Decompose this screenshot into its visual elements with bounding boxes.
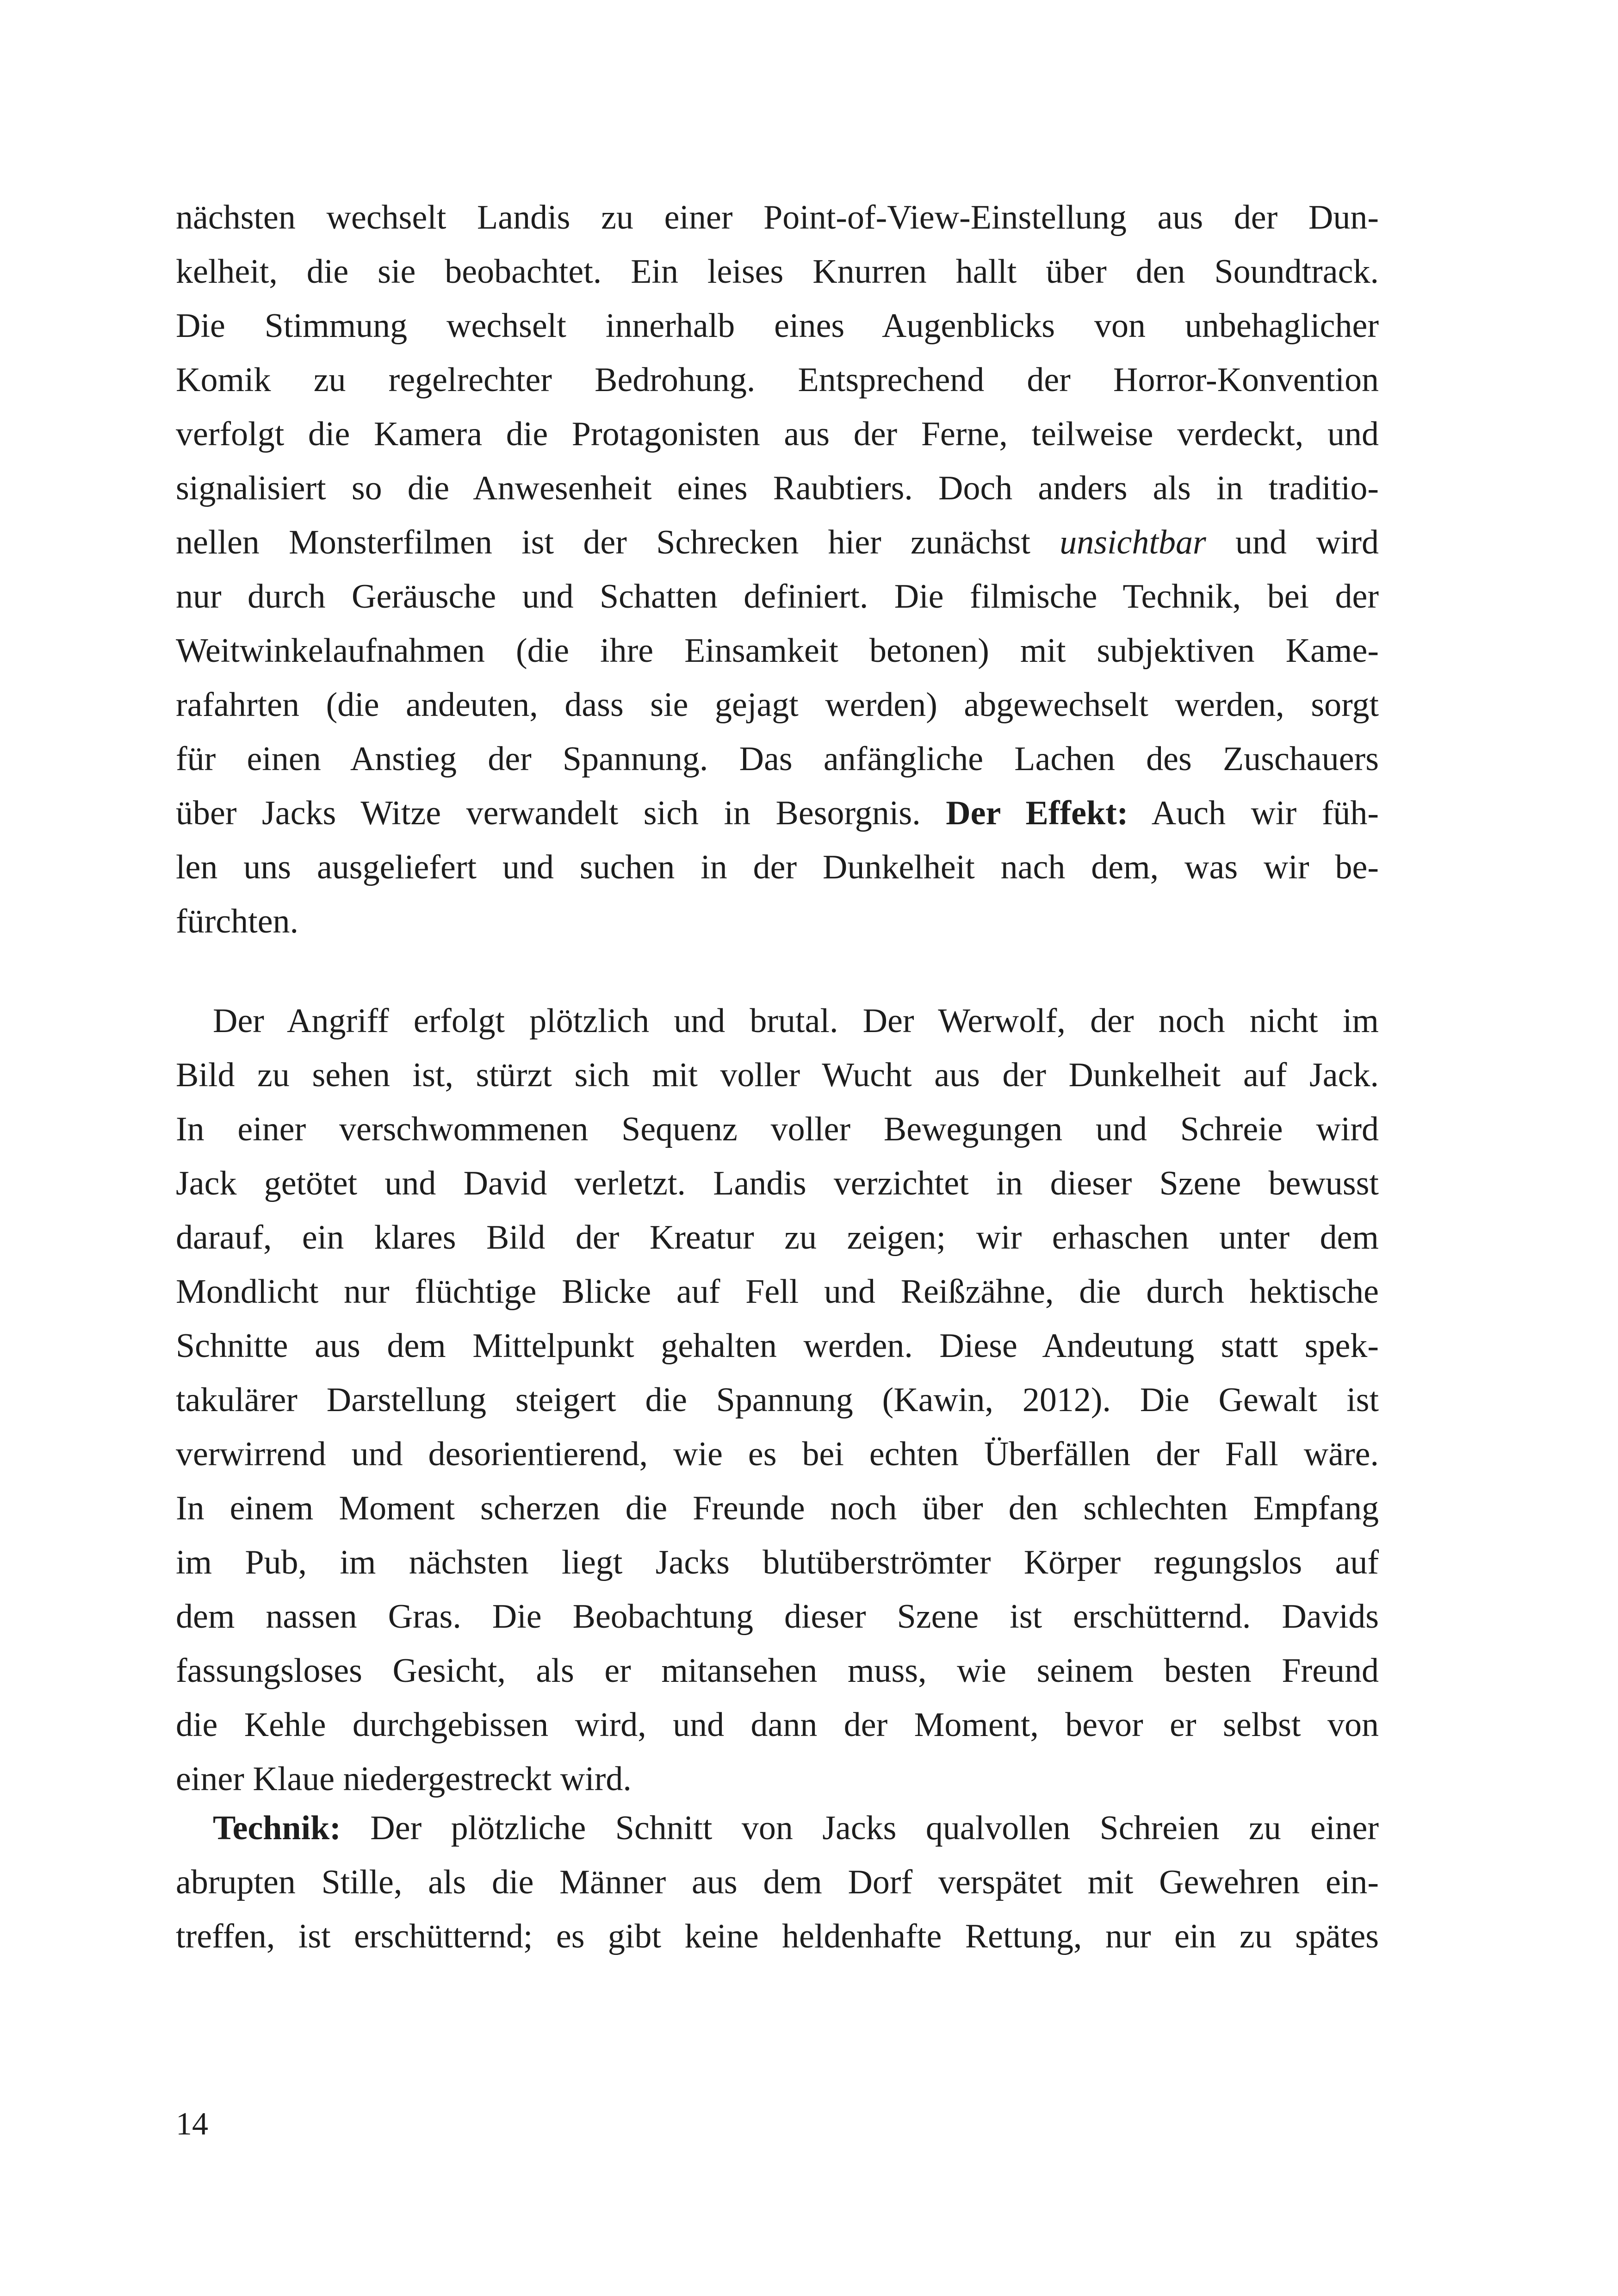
paragraph-3 xyxy=(176,1801,1379,1964)
text-line: kelheit, die sie beobachtet. Ein leises Knurren hallt über den Soundtrack. xyxy=(176,253,1379,291)
text-line: treffen, ist erschütternd; es gibt keine heldenhafte Rettung, nur ein zu spätes xyxy=(176,1917,1379,1955)
text-line: signalisiert so die Anwesenheit eines Raubtiers. Doch anders als in traditio- xyxy=(176,469,1379,507)
text-line: Komik zu regelrechter Bedrohung. Entsprechend der Horror-Konvention xyxy=(176,361,1379,399)
bold-label-effekt: Der Effekt: xyxy=(946,794,1128,832)
text-line: im Pub, im nächsten liegt Jacks blutüberströmter Körper regungslos auf xyxy=(176,1543,1379,1581)
text-segment: Der plötzliche Schnitt von Jacks qualvollen Schreien zu einer xyxy=(341,1809,1379,1847)
text-segment: über Jacks Witze verwandelt sich in Besorgnis. xyxy=(176,794,946,832)
text-line: fassungsloses Gesicht, als er mitansehen muss, wie seinem besten Freund xyxy=(176,1652,1379,1690)
text-line: Jack getötet und David verletzt. Landis verzichtet in dieser Szene bewusst xyxy=(176,1164,1379,1202)
text-line: verwirrend und desorientierend, wie es bei echten Überfällen der Fall wäre. xyxy=(176,1435,1379,1473)
paragraph-1 xyxy=(176,191,1379,949)
text-segment: und wird xyxy=(1206,523,1379,561)
text-line: Bild zu sehen ist, stürzt sich mit voller Wucht aus der Dunkelheit auf Jack. xyxy=(176,1056,1379,1094)
bold-label-technik: Technik: xyxy=(213,1809,341,1847)
text-segment: Auch wir füh- xyxy=(1128,794,1379,832)
text-line: rafahrten (die andeuten, dass sie gejagt werden) abgewechselt werden, sorgt xyxy=(176,686,1379,724)
text-line-last: einer Klaue niedergestreckt wird. xyxy=(176,1760,632,1798)
text-line: Schnitte aus dem Mittelpunkt gehalten werden. Diese Andeutung statt spek- xyxy=(176,1327,1379,1365)
text-line-with-bold xyxy=(176,1801,1379,1855)
text-line: Weitwinkelaufnahmen (die ihre Einsamkeit betonen) mit subjektiven Kame- xyxy=(176,632,1379,670)
text-line: darauf, ein klares Bild der Kreatur zu zeigen; wir erhaschen unter dem xyxy=(176,1219,1379,1257)
page-number: 14 xyxy=(176,2106,208,2142)
text-line: nächsten wechselt Landis zu einer Point-of-View-Einstellung aus der Dun- xyxy=(176,199,1379,236)
text-line: nur durch Geräusche und Schatten definiert. Die filmische Technik, bei der xyxy=(176,578,1379,616)
text-line: abrupten Stille, als die Männer aus dem Dorf verspätet mit Gewehren ein- xyxy=(176,1863,1379,1901)
text-segment: nellen Monsterfilmen ist der Schrecken hier zunächst xyxy=(176,523,1060,561)
text-line: die Kehle durchgebissen wird, und dann der Moment, bevor er selbst von xyxy=(176,1706,1379,1744)
text-line-with-bold xyxy=(176,786,1379,840)
text-line: Mondlicht nur flüchtige Blicke auf Fell und Reißzähne, die durch hektische xyxy=(176,1273,1379,1311)
text-line: dem nassen Gras. Die Beobachtung dieser Szene ist erschütternd. Davids xyxy=(176,1598,1379,1636)
text-line: takulärer Darstellung steigert die Spannung (Kawin, 2012). Die Gewalt ist xyxy=(176,1381,1379,1419)
paragraph-2 xyxy=(176,994,1379,1806)
text-line: verfolgt die Kamera die Protagonisten aus der Ferne, teilweise verdeckt, und xyxy=(176,415,1379,453)
text-line: In einem Moment scherzen die Freunde noch über den schlechten Empfang xyxy=(176,1489,1379,1527)
text-line: Die Stimmung wechselt innerhalb eines Augenblicks von unbehaglicher xyxy=(176,307,1379,345)
text-line-indented: Der Angriff erfolgt plötzlich und brutal. Der Werwolf, der noch nicht im xyxy=(213,1002,1379,1040)
text-line: In einer verschwommenen Sequenz voller Bewegungen und Schreie wird xyxy=(176,1110,1379,1148)
text-line-with-emphasis xyxy=(176,516,1379,570)
emphasis-unsichtbar: unsichtbar xyxy=(1060,523,1206,561)
text-line-last: fürchten. xyxy=(176,902,299,940)
text-line: len uns ausgeliefert und suchen in der Dunkelheit nach dem, was wir be- xyxy=(176,848,1379,886)
text-line: für einen Anstieg der Spannung. Das anfängliche Lachen des Zuschauers xyxy=(176,740,1379,778)
